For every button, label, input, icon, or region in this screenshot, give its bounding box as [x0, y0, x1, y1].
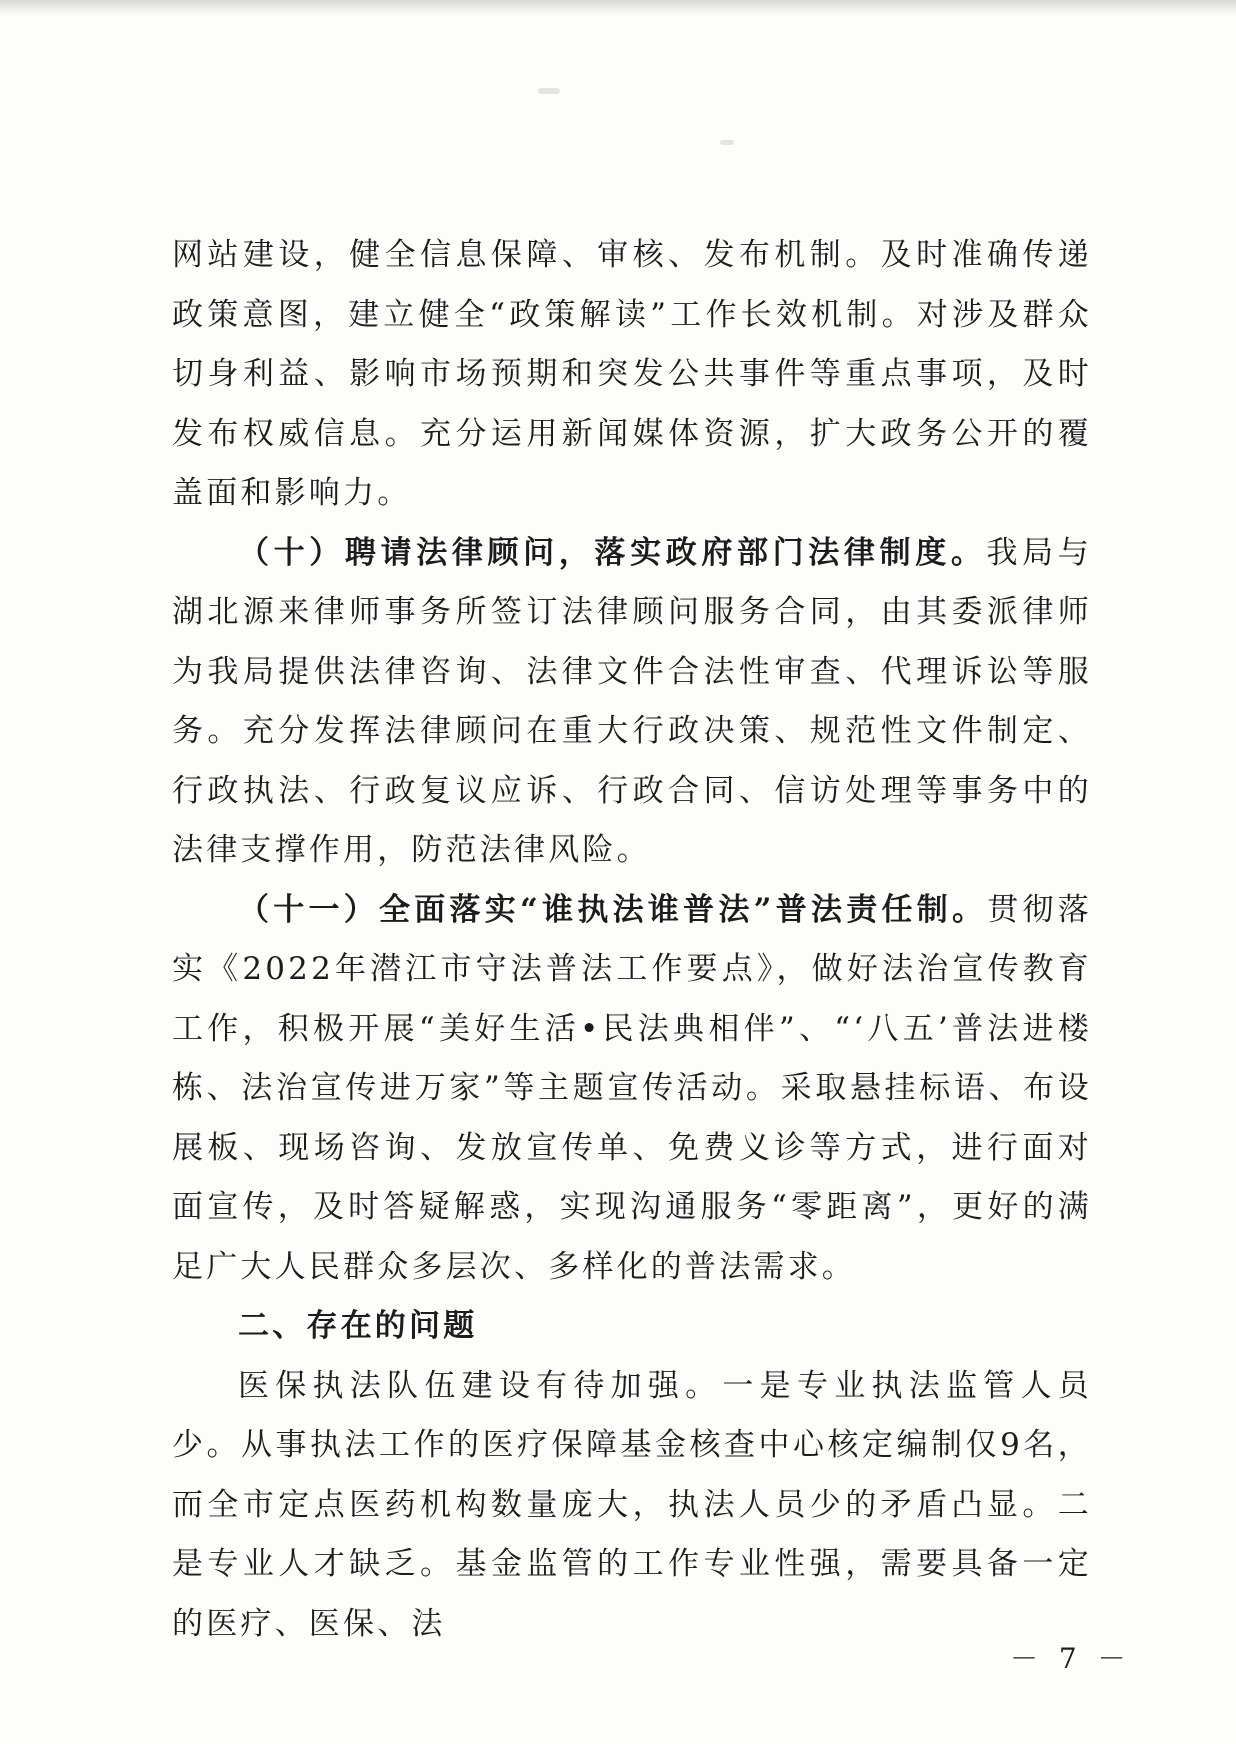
paragraph-text: 我局与湖北源来律师事务所签订法律顾问服务合同，由其委派律师为我局提供法律咨询、法律文件合法性审查、代理诉讼等服务。充分发挥法律顾问在重大行政决策、规范性文件制定、行政执法、行政复议应诉、行政合同、信访处理等事务中的法律支撑作用，防范法律风险。 [172, 534, 1092, 868]
scan-smudge-mark [538, 88, 560, 94]
paragraph-continuation [172, 226, 1092, 524]
scan-edge-shadow [0, 0, 1236, 16]
paragraph-problems [172, 1357, 1092, 1655]
paragraph-text: 医保执法队伍建设有待加强。一是专业执法监管人员少。从事执法工作的医疗保障基金核查中心核定编制仅9名，而全市定点医药机构数量庞大，执法人员少的矛盾凸显。二是专业人才缺乏。基金监管的工作专业性强，需要具备一定的医疗、医保、法 [172, 1367, 1092, 1642]
paragraph-law-publicity [172, 881, 1092, 1298]
section-heading: 二、存在的问题 [238, 1308, 478, 1344]
document-body [172, 226, 1092, 1654]
paragraph-legal-advisor [172, 524, 1092, 881]
paragraph-lead-heading: （十）聘请法律顾问，落实政府部门法律制度。 [238, 534, 987, 571]
paragraph-text: 网站建设，健全信息保障、审核、发布机制。及时准确传递政策意图，建立健全“政策解读”工作长效机制。对涉及群众切身利益、影响市场预期和突发公共事件等重点事项，及时发布权威信息。充分运用新闻媒体资源，扩大政务公开的覆盖面和影响力。 [172, 237, 1092, 511]
paragraph-text: 贯彻落实《2022年潜江市守法普法工作要点》，做好法治宣传教育工作，积极开展“美好生活•民法典相伴”、“‘八五’普法进楼栋、法治宣传进万家”等主题宣传活动。采取悬挂标语、布设展板、现场咨询、发放宣传单、免费义诊等方式，进行面对面宣传，及时答疑解惑，实现沟通服务“零距离”，更好的满足广大人民群众多层次、多样化的普法需求。 [172, 891, 1092, 1285]
page-number: － 7 － [1010, 1642, 1132, 1675]
scan-smudge-mark [720, 140, 734, 145]
paragraph-lead-heading: （十一）全面落实“谁执法谁普法”普法责任制。 [238, 891, 988, 928]
